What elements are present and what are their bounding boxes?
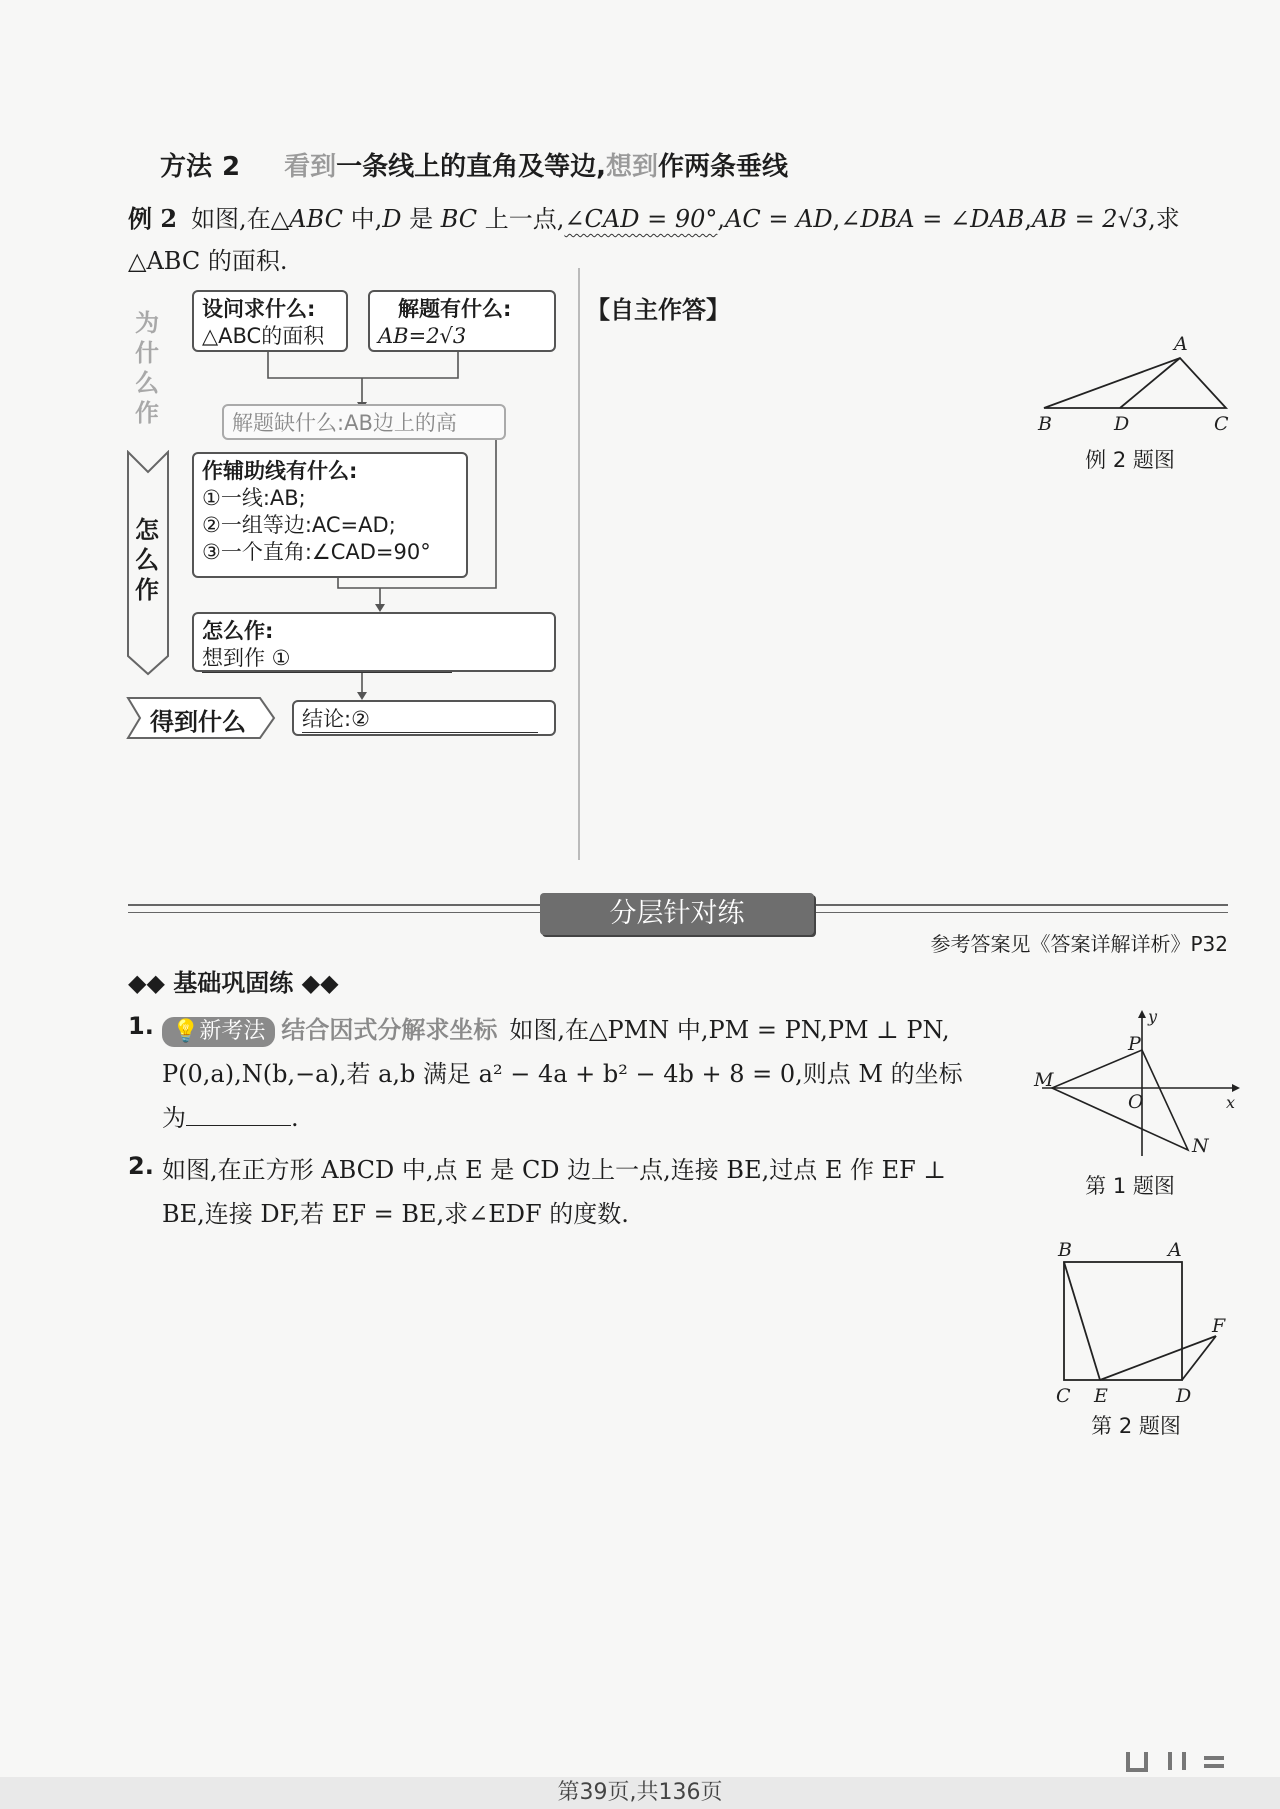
q1-line1: 如图,在△PMN 中,PM = PN,PM ⊥ PN, [509, 1016, 950, 1044]
method-think: 想到 [606, 152, 659, 182]
example-text: , [717, 205, 726, 233]
fig-example-label-c: C [1214, 413, 1229, 435]
box-ask-title: 设问求什么: [202, 297, 316, 321]
q1-line2: P(0,a),N(b,−a),若 a,b 满足 a² − 4a + b² − 4b + 8 = 0,则点 M 的坐标 [162, 1060, 963, 1088]
box-have-title: 解题有什么: [398, 297, 512, 321]
fig-example-label-b: B [1038, 413, 1052, 435]
fig2-label-f: F [1212, 1315, 1226, 1337]
q2-line2: BE,连接 DF,若 EF = BE,求∠EDF 的度数. [162, 1200, 629, 1228]
q2-line1: 如图,在正方形 ABCD 中,点 E 是 CD 边上一点,连接 BE,过点 E 作 EF ⊥ [162, 1156, 946, 1184]
lightbulb-icon: 💡 [172, 1019, 200, 1044]
side-char: 作 [135, 399, 159, 427]
get-label: 得到什么 [150, 708, 246, 736]
fig1-label-p: P [1128, 1033, 1141, 1055]
example-text: , [1024, 205, 1032, 233]
box-have [368, 290, 556, 352]
fig1-caption: 第 1 题图 [1085, 1174, 1175, 1198]
answer-label: 【自主作答】 [586, 296, 730, 324]
fig2-figure [1040, 1238, 1230, 1408]
box-conclusion-text: 结论:② [302, 706, 538, 733]
q1-line3-pre: 为 [162, 1104, 186, 1132]
box-ask-body: △ABC的面积 [202, 324, 325, 348]
example-text: ABC [289, 205, 343, 233]
q2-number: 2. [128, 1152, 154, 1180]
column-divider [578, 268, 580, 860]
box-aux [192, 452, 468, 578]
example-text: 如图,在△ [191, 205, 290, 233]
q1-line3-post: . [291, 1104, 299, 1132]
box-conclusion [292, 700, 556, 736]
fig2-label-c: C [1056, 1385, 1071, 1407]
example-text: 是 [401, 205, 441, 233]
example-text: , [832, 205, 841, 233]
box-aux-item: ②一组等边:AC=AD; [202, 513, 396, 537]
fig-example-caption: 例 2 题图 [1085, 448, 1175, 472]
box-ask [192, 290, 348, 352]
example-text: 中, [342, 205, 383, 233]
example-text: ,求 [1148, 205, 1180, 233]
box-aux-item: ③一个直角:∠CAD=90° [202, 540, 431, 564]
fig1-label-y: y [1148, 1008, 1158, 1026]
q1-answer-blank[interactable] [186, 1101, 291, 1126]
fig1-label-o: O [1128, 1091, 1144, 1113]
example-text: 上一点, [477, 205, 565, 233]
method-number: 2 [222, 152, 241, 182]
fig-example-label-a: A [1174, 333, 1188, 355]
fig1-figure [1030, 1008, 1240, 1158]
q1-tag-label: 新考法 [199, 1019, 266, 1044]
box-missing: 解题缺什么:AB边上的高 [222, 404, 506, 440]
fig1-label-m: M [1034, 1069, 1054, 1091]
fig-example-label-d: D [1114, 413, 1130, 435]
scan-mark [1118, 1750, 1238, 1774]
q2-text [162, 1148, 1022, 1236]
diamond-icon: ◆◆ [128, 969, 165, 997]
box-how [192, 612, 556, 672]
box-how-title: 怎么作: [202, 619, 274, 643]
box-how-body: 想到作 ① [202, 645, 452, 673]
q1-number: 1. [128, 1012, 154, 1040]
example-text: BC [440, 205, 478, 233]
section-title [128, 963, 339, 998]
example-text: ∠DBA = ∠DAB [840, 205, 1025, 233]
side-char: 么 [135, 546, 159, 574]
fig2-label-d: D [1176, 1385, 1192, 1407]
method-see: 看到 [284, 152, 337, 182]
fig2-label-b: B [1058, 1239, 1072, 1261]
box-aux-title: 作辅助线有什么: [202, 459, 358, 483]
side-char: 么 [135, 369, 159, 397]
fig1-label-n: N [1192, 1135, 1209, 1157]
page-footer: 第39页,共136页 [0, 1777, 1280, 1809]
q1-tag-title: 结合因式分解求坐标 [281, 1016, 498, 1044]
box-have-body: AB=2√3 [378, 324, 467, 348]
example-text: AC = AD [725, 205, 833, 233]
box-aux-item: ①一线:AB; [202, 486, 306, 510]
q1-tag [162, 1017, 275, 1047]
q1-text [162, 1008, 1022, 1140]
fig2-caption: 第 2 题图 [1091, 1414, 1181, 1438]
fig2-label-e: E [1094, 1385, 1108, 1407]
side-char: 作 [135, 576, 159, 604]
example-text: △ABC 的面积. [128, 247, 288, 275]
fig2-label-a: A [1168, 1239, 1182, 1261]
example-figure [1030, 332, 1230, 442]
method-label: 方法 [160, 152, 213, 182]
section-title-text: 基础巩固练 [173, 969, 294, 997]
side-char: 为 [135, 309, 159, 337]
side-char: 什 [135, 339, 159, 367]
example-label: 例 2 [128, 204, 178, 233]
method-part1: 一条线上的直角及等边, [336, 152, 607, 182]
side-char: 怎 [135, 516, 159, 544]
answer-reference: 参考答案见《答案详解详析》P32 [930, 932, 1228, 956]
method-part2: 作两条垂线 [658, 152, 789, 182]
example-text: AB = 2√3 [1031, 205, 1149, 233]
fig1-label-x: x [1226, 1093, 1236, 1112]
diamond-icon: ◆◆ [301, 969, 339, 997]
example-text: D [382, 205, 402, 233]
example-condition: ∠CAD = 90° [564, 205, 718, 233]
section-band: 分层针对练 [540, 893, 814, 935]
